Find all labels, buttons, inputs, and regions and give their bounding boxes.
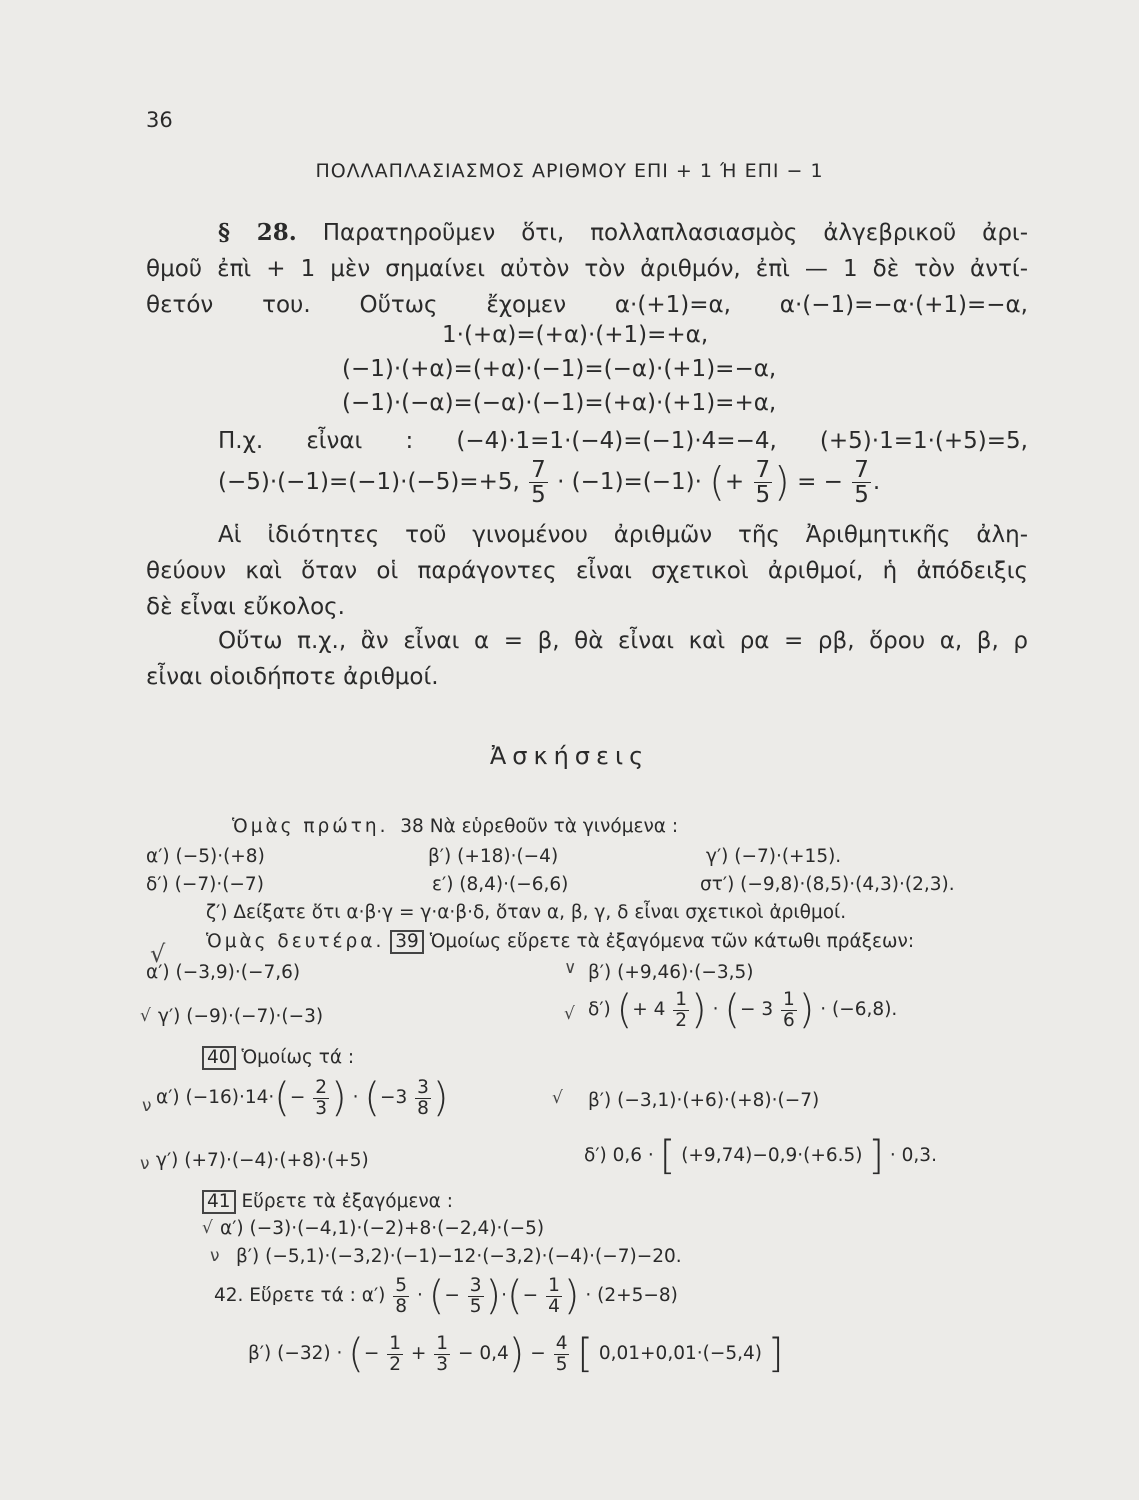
equation-1: 1·(+α)=(+α)·(+1)=+α, (442, 322, 709, 348)
ex42-b: β′) (−32) · (− $\frac{1}{2}$ + $\frac{1}{3}$ − 0,4) − $\frac{4}{5}$ [ 0,01+0,01·(−5,4) ] (248, 1331, 784, 1377)
section-marker: § 28. (218, 219, 297, 246)
ex41-line (202, 1190, 453, 1214)
ex38-item-b: β′) (+18)·(−4) (428, 846, 559, 867)
group2-label: Ὁμὰς δευτέρα. (206, 931, 385, 952)
ex41-a: α′) (−3)·(−4,1)·(−2)+8·(−2,4)·(−5) (220, 1218, 545, 1239)
paren-close: ) (774, 459, 790, 506)
intro-text-1: Παρατηροῦμεν ὅτι, πολλαπλασιασμὸς ἀλγεβρικοῦ ἀρι- (322, 220, 1029, 246)
fraction-1-6: $\frac{1}{6}$ (783, 989, 795, 1031)
fraction-7-5: $\frac{7}{5}$ (531, 457, 546, 509)
ex40-d: δ′) 0,6 · [ (+9,74)−0,9·(+6.5) ] · 0,3. (584, 1133, 937, 1179)
handwritten-check-mark-c: √ (140, 1006, 151, 1026)
fraction-1-4: $\frac{1}{4}$ (548, 1275, 560, 1317)
example-line-2: (−5)·(−1)=(−1)·(−5)=+5, $\frac{7}{5}$ · (−1)=(−1)· (+ $\frac{7}{5}$ ) = − $\frac{7}{5}$ . (218, 457, 881, 509)
handwritten-check-mark-f: √ (552, 1088, 563, 1108)
paren-open: ( (709, 459, 725, 506)
ex40-a: α′) (−16)·14·(− $\frac{2}{3}$ ) · (−3 $\frac{3}{8}$ ) (156, 1075, 449, 1121)
exercise-41-text: Εὕρετε τὰ ἐξαγόμενα : (241, 1191, 453, 1212)
group2-line (206, 930, 914, 954)
handwritten-check-mark-d: √ (564, 1004, 575, 1024)
handwritten-check-mark: √ (150, 940, 166, 968)
group1-label: Ὁμὰς πρώτη. (232, 816, 389, 837)
ex41-b: β′) (−5,1)·(−3,2)·(−1)−12·(−3,2)·(−4)·(−7)−20. (236, 1246, 682, 1267)
ex40-line (202, 1046, 354, 1070)
handwritten-check-mark-g: ν (140, 1154, 150, 1174)
ex38-item-c: γ′) (−7)·(+15). (706, 846, 842, 867)
fraction-1-2: $\frac{1}{2}$ (675, 989, 688, 1031)
fraction-2-3: $\frac{2}{3}$ (315, 1077, 328, 1119)
para3-line2: εἶναι οἱοιδήποτε ἀριθμοί. (146, 664, 439, 690)
page-number: 36 (146, 108, 173, 132)
exercise-39-number: 39 (390, 930, 424, 954)
fraction-7-5-b: $\frac{7}{5}$ (755, 457, 771, 509)
para2-line3: δὲ εἶναι εὔκολος. (146, 594, 345, 620)
para2-line1: Αἱ ἰδιότητες τοῦ γινομένου ἀριθμῶν τῆς Ἀριθμητικῆς ἀλη- (218, 522, 1028, 548)
handwritten-check-mark-e: ν (142, 1096, 152, 1116)
group1-line (232, 816, 678, 837)
fraction-1-3: $\frac{1}{3}$ (436, 1333, 449, 1375)
exercise-41-number: 41 (202, 1190, 236, 1214)
ex39-c: γ′) (−9)·(−7)·(−3) (158, 1006, 324, 1027)
exercise-40-number: 40 (202, 1046, 236, 1070)
fraction-5-8: $\frac{5}{8}$ (395, 1275, 408, 1317)
example-line: Π.χ. εἶναι : (−4)·1=1·(−4)=(−1)·4=−4, (+5)·1=1·(+5)=5, (218, 428, 1028, 454)
exercise-38: 38 Νὰ εὑρεθοῦν τὰ γινόμενα : (400, 816, 679, 837)
para3-line1: Οὕτω π.χ., ἂν εἶναι α = β, θὰ εἶναι καὶ ρα = ρβ, ὅρου α, β, ρ (218, 628, 1028, 654)
fraction-3-5: $\frac{3}{5}$ (469, 1275, 482, 1317)
handwritten-check-mark-b: ∨ (564, 958, 577, 978)
section-intro-line1 (218, 216, 1028, 250)
ex42-a: 42. Εὕρετε τά : α′) $\frac{5}{8}$ · (− $\frac{3}{5}$ )·(− $\frac{1}{4}$ ) · (2+5−8) (214, 1273, 678, 1319)
ex38-item-e: ε′) (8,4)·(−6,6) (432, 874, 569, 895)
ex40-b: β′) (−3,1)·(+6)·(+8)·(−7) (588, 1090, 820, 1111)
section-intro-line3: θετόν του. Οὕτως ἔχομεν α·(+1)=α, α·(−1)=−α·(+1)=−α, (146, 292, 1028, 318)
exercise-39-text: Ὁμοίως εὕρετε τὰ ἐξαγόμενα τῶν κάτωθι πράξεων: (429, 931, 915, 952)
ex38-item-f: στ′) (−9,8)·(8,5)·(4,3)·(2,3). (700, 874, 955, 895)
equation-3: (−1)·(−α)=(−α)·(−1)=(+α)·(+1)=+α, (342, 390, 777, 416)
running-title: ΠΟΛΛΑΠΛΑΣΙΑΣΜΟΣ ΑΡΙΘΜΟΥ ΕΠΙ + 1 Ή ΕΠΙ − 1 (315, 160, 824, 182)
section-intro-line2: θμοῦ ἐπὶ + 1 μὲν σημαίνει αὐτὸν τὸν ἀριθμόν, ἐπὶ — 1 δὲ τὸν ἀντί- (146, 256, 1028, 282)
ex39-a: α′) (−3,9)·(−7,6) (146, 962, 301, 983)
example2-c: = − (797, 469, 843, 496)
example2-b: · (−1)=(−1)· (557, 469, 702, 496)
example2-a: (−5)·(−1)=(−1)·(−5)=+5, (218, 469, 520, 496)
exercises-heading: Ἀσκήσεις (489, 742, 650, 770)
ex39-b: β′) (+9,46)·(−3,5) (588, 962, 754, 983)
ex38-item-d: δ′) (−7)·(−7) (146, 874, 264, 895)
handwritten-check-mark-h: √ (202, 1218, 213, 1238)
fraction-3-8: $\frac{3}{8}$ (417, 1077, 429, 1119)
handwritten-check-mark-i: ν (210, 1246, 220, 1266)
fraction-7-5-c: $\frac{7}{5}$ (854, 457, 869, 509)
fraction-1-2-b: $\frac{1}{2}$ (389, 1333, 402, 1375)
ex38-item-z: ζ′) Δείξατε ὅτι α·β·γ = γ·α·β·δ, ὅταν α, β, γ, δ εἶναι σχετικοὶ ἀριθμοί. (206, 902, 847, 923)
ex40-c: γ′) (+7)·(−4)·(+8)·(+5) (156, 1150, 369, 1171)
para2-line2: θεύουν καὶ ὅταν οἱ παράγοντες εἶναι σχετικοὶ ἀριθμοί, ἡ ἀπόδειξις (146, 558, 1028, 584)
ex38-item-a: α′) (−5)·(+8) (146, 846, 265, 867)
exercise-40-text: Ὁμοίως τά : (241, 1047, 355, 1068)
fraction-4-5: $\frac{4}{5}$ (555, 1333, 568, 1375)
ex39-d: δ′) (+ 4 $\frac{1}{2}$ ) · (− 3 $\frac{1}{6}$ ) · (−6,8). (588, 987, 898, 1033)
equation-2: (−1)·(+α)=(+α)·(−1)=(−α)·(+1)=−α, (342, 356, 777, 382)
